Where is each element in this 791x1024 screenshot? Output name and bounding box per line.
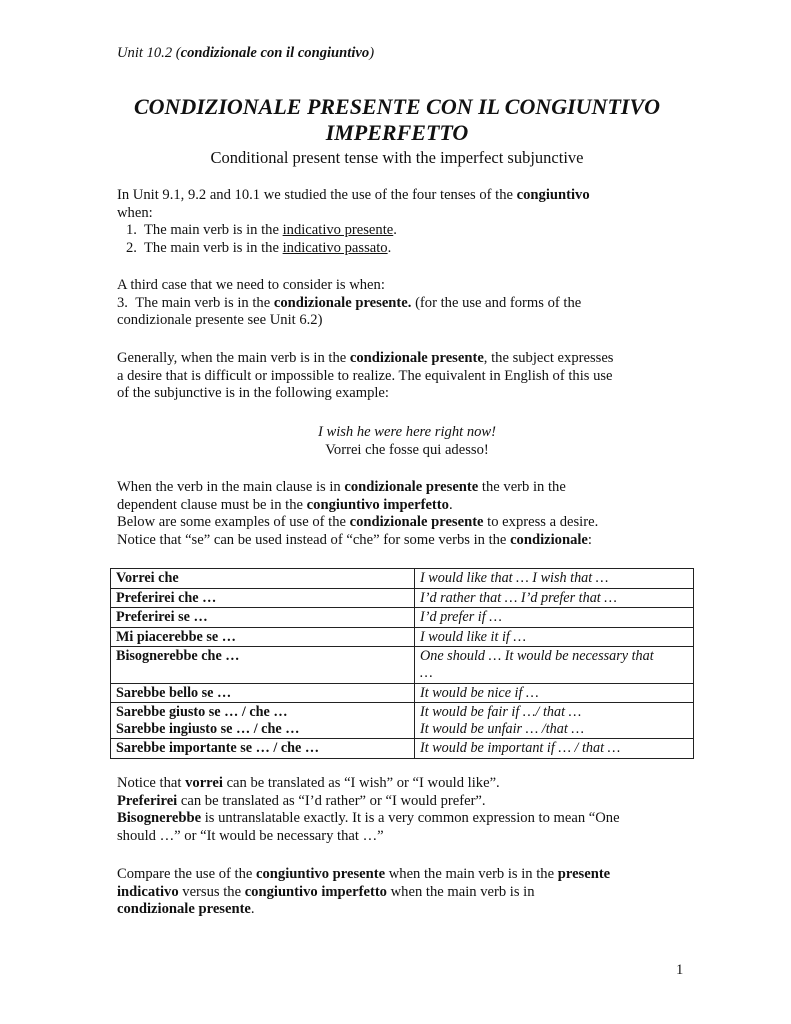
notes-paragraph: Notice that vorrei can be translated as “I wish” or “I would like”. Preferirei can be translated as “I’d rather” or “I would prefer”. Bisognerebbe is untranslatable exactly. It is a very common expression to mean “One should …” or “It would be necessary that …” bbox=[117, 775, 620, 844]
english-translation: I would like that … I wish that … bbox=[415, 569, 694, 589]
table-row bbox=[111, 683, 694, 703]
list-item: 1. The main verb is in the indicativo presente. bbox=[126, 222, 397, 239]
table-row bbox=[111, 569, 694, 589]
italian-expression: Sarebbe giusto se … / che … Sarebbe ingiusto se … / che … bbox=[111, 703, 415, 739]
english-translation: It would be nice if … bbox=[415, 683, 694, 703]
compare-paragraph: Compare the use of the congiuntivo presente when the main verb is in the presente indicativo versus the congiuntivo imperfetto when the main verb is in condizionale presente. bbox=[117, 866, 611, 918]
table-row bbox=[111, 608, 694, 628]
english-translation: I would like it if … bbox=[415, 627, 694, 647]
example-sentence: I wish he were here right now! Vorrei che fosse qui adesso! bbox=[317, 424, 497, 458]
english-translation: It would be important if … / that … bbox=[415, 739, 694, 759]
italian-expression: Bisognerebbe che … bbox=[111, 647, 415, 683]
table-row bbox=[111, 703, 694, 739]
intro-paragraph: In Unit 9.1, 9.2 and 10.1 we studied the use of the four tenses of the congiuntivo when: 1. The main verb is in the indicativo presente. 2. The main verb is in the indicativo passato. bbox=[117, 187, 697, 257]
english-translation: I’d prefer if … bbox=[415, 608, 694, 628]
italian-expression: Sarebbe bello se … bbox=[111, 683, 415, 703]
table-row bbox=[111, 647, 694, 683]
rule-paragraph: When the verb in the main clause is in condizionale presente the verb in the dependent clause must be in the congiuntivo imperfetto. Below are some examples of use of the condizionale presente to express a desire. Notice that “se” can be used instead of “che” for some verbs in the condizionale: bbox=[117, 479, 599, 548]
english-translation: It would be fair if …/ that … It would be unfair … /that … bbox=[415, 703, 694, 739]
italian-expression: Preferirei se … bbox=[111, 608, 415, 628]
page-number: 1 bbox=[676, 962, 684, 978]
italian-expression: Mi piacerebbe se … bbox=[111, 627, 415, 647]
table-row bbox=[111, 739, 694, 759]
table-row bbox=[111, 627, 694, 647]
english-translation: I’d rather that … I’d prefer that … bbox=[415, 588, 694, 608]
table-row bbox=[111, 588, 694, 608]
generally-paragraph: Generally, when the main verb is in the condizionale presente, the subject expresses a desire that is difficult or impossible to realize. The equivalent in English of this use of the subjunctive is in the following example: bbox=[117, 350, 614, 402]
italian-expression: Preferirei che … bbox=[111, 588, 415, 608]
english-translation: One should … It would be necessary that … bbox=[415, 647, 694, 683]
page-subtitle: Conditional present tense with the imperfect subjunctive bbox=[210, 148, 584, 167]
italian-expression: Vorrei che bbox=[111, 569, 415, 589]
third-case-paragraph: A third case that we need to consider is when: 3. The main verb is in the condizionale presente. (for the use and forms of the condizionale presente see Unit 6.2) bbox=[117, 277, 582, 329]
expressions-table bbox=[110, 568, 694, 759]
page-title: CONDIZIONALE PRESENTE CON IL CONGIUNTIVO IMPERFETTO bbox=[133, 94, 661, 145]
italian-expression: Sarebbe importante se … / che … bbox=[111, 739, 415, 759]
list-item: 2. The main verb is in the indicativo passato. bbox=[126, 239, 392, 256]
page-header: Unit 10.2 (condizionale con il congiuntivo) bbox=[117, 45, 375, 61]
